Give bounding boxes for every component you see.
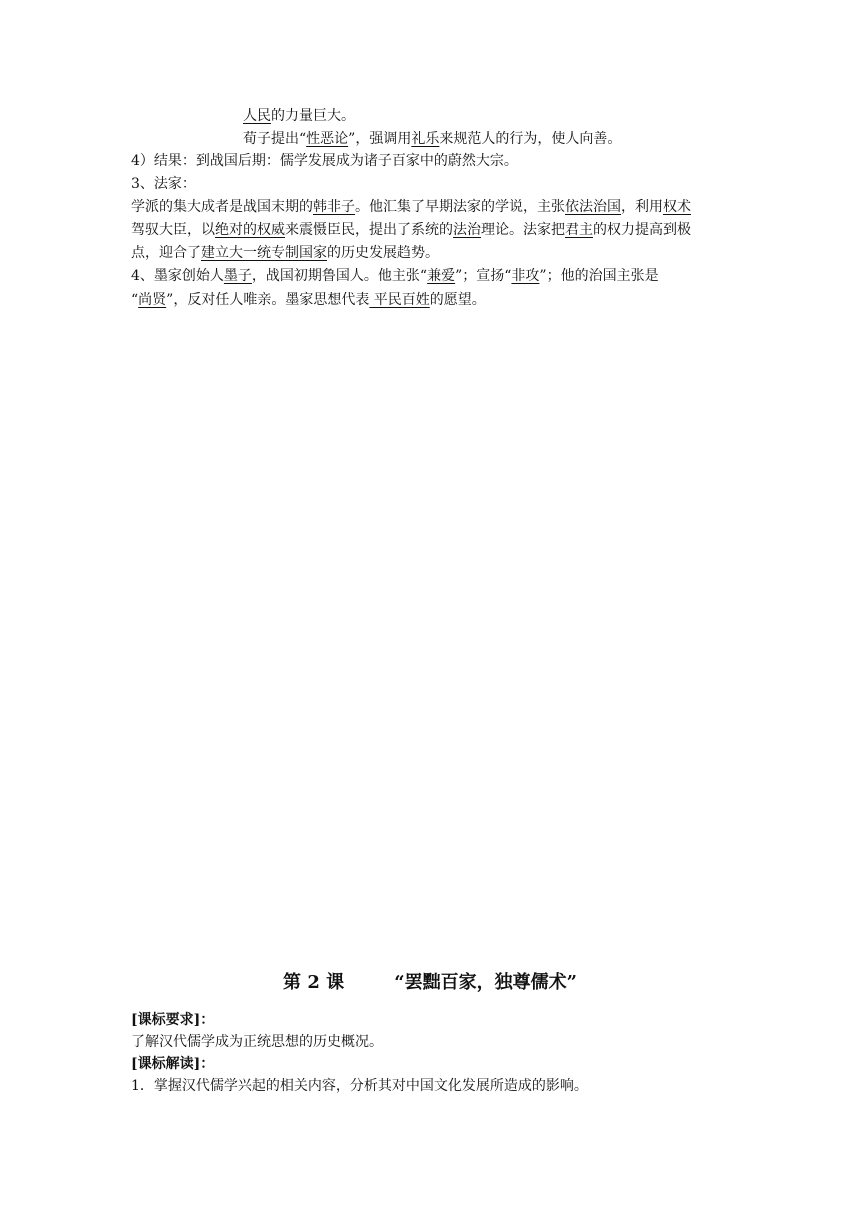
text-line xyxy=(243,129,621,149)
curriculum-interpretation-item-1: 1．掌握汉代儒学兴起的相关内容，分析其对中国文化发展所造成的影响。 xyxy=(131,1078,588,1094)
text-line xyxy=(131,220,691,240)
text-segment: 驾驭大臣，以 xyxy=(131,222,215,238)
text-segment: “ xyxy=(131,292,139,308)
fill-blank: 礼乐 xyxy=(411,131,440,147)
text-segment: 荀子提出“ xyxy=(243,131,307,147)
text-segment: 学派的集大成者是战国末期的 xyxy=(131,199,313,215)
fill-blank: 平民百姓 xyxy=(369,292,430,308)
fill-blank: 人民 xyxy=(243,108,271,124)
text-segment: ，战国初期鲁国人。他主张“ xyxy=(251,268,428,284)
text-segment: 的愿望。 xyxy=(429,292,486,308)
text-segment: ，利用 xyxy=(621,199,663,215)
text-line xyxy=(131,266,659,286)
text-segment: 的历史发展趋势。 xyxy=(327,245,439,261)
text-segment: 来规范人的行为，使人向善。 xyxy=(439,131,622,147)
fill-blank: 性恶论 xyxy=(306,131,349,147)
text-segment: ”；宣扬“ xyxy=(455,268,512,284)
fill-blank: 非攻 xyxy=(511,268,540,284)
text-line xyxy=(131,243,439,263)
text-segment: 4、墨家创始人 xyxy=(131,268,224,284)
text-segment: ”，强调用 xyxy=(348,131,412,147)
text-line xyxy=(131,197,691,217)
text-segment: 理论。法家把 xyxy=(481,222,565,238)
text-segment: 。他汇集了早期法家的学说，主张 xyxy=(355,199,565,215)
fill-blank: 绝对的权威 xyxy=(215,222,285,238)
text-line xyxy=(131,290,486,310)
text-line: 4）结果：到战国后期：儒学发展成为诸子百家中的蔚然大宗。 xyxy=(131,153,518,169)
fill-blank: 君主 xyxy=(565,222,593,238)
curriculum-interpretation-heading: [课标解读]： xyxy=(131,1056,215,1072)
section-heading-legalism: 3、法家： xyxy=(131,176,196,192)
text-segment: 的权力提高到极 xyxy=(593,222,691,238)
fill-blank: 法治 xyxy=(453,222,481,238)
fill-blank: 兼爱 xyxy=(427,268,456,284)
curriculum-requirements-text: 了解汉代儒学成为正统思想的历史概况。 xyxy=(131,1034,383,1050)
text-segment: ”；他的治国主张是 xyxy=(539,268,659,284)
text-segment: 的力量巨大。 xyxy=(271,108,355,124)
fill-blank: 权术 xyxy=(663,199,691,215)
fill-blank: 韩非子 xyxy=(313,199,355,215)
fill-blank: 依法治国 xyxy=(565,199,621,215)
text-segment: ”，反对任人唯亲。墨家思想代表 xyxy=(166,292,370,308)
text-segment: 来震慑臣民，提出了系统的 xyxy=(285,222,453,238)
text-segment: 点，迎合了 xyxy=(131,245,201,261)
fill-blank: 墨子 xyxy=(223,268,252,284)
fill-blank: 尚贤 xyxy=(138,292,167,308)
text-line xyxy=(243,106,355,126)
fill-blank: 建立大一统专制国家 xyxy=(201,245,327,261)
curriculum-requirements-heading: [课标要求]： xyxy=(131,1012,215,1028)
lesson-title: 第 2 课 “罢黜百家，独尊儒术” xyxy=(283,972,577,993)
